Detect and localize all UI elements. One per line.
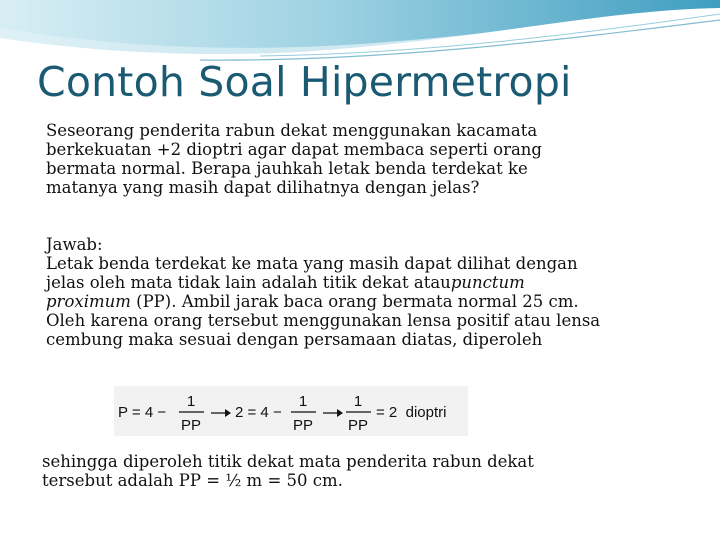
- answer-text: [46, 235, 686, 349]
- answer-line: Oleh karena orang tersebut menggunakan lensa positif atau lensa: [46, 311, 601, 330]
- fraction-numerator: 1: [186, 393, 196, 410]
- conclusion-line: tersebut adalah PP = ½ m = 50 cm.: [42, 471, 343, 490]
- answer-label: Jawab:: [46, 235, 103, 254]
- latin-term: proximum: [46, 292, 131, 311]
- question-text: [46, 121, 686, 197]
- latin-term: punctum: [450, 273, 525, 292]
- question-line: matanya yang masih dapat dilihatnya dengan jelas?: [46, 178, 480, 197]
- fraction-denominator: PP: [180, 417, 202, 434]
- equation-term: 2 = 4 −: [235, 404, 282, 421]
- answer-line: [46, 292, 686, 311]
- arrow-icon: [323, 409, 343, 417]
- conclusion-text: [42, 452, 682, 490]
- fraction-denominator: PP: [292, 417, 314, 434]
- equation-result: = 2 dioptri: [376, 404, 447, 421]
- equation-image: [114, 386, 468, 436]
- equation-term: P = 4 −: [118, 404, 167, 421]
- conclusion-line: sehingga diperoleh titik dekat mata penderita rabun dekat: [42, 452, 534, 471]
- question-line: Seseorang penderita rabun dekat menggunakan kacamata: [46, 121, 538, 140]
- fraction-numerator: 1: [298, 393, 308, 410]
- answer-line: cembung maka sesuai dengan persamaan diatas, diperoleh: [46, 330, 543, 349]
- question-line: berkekuatan +2 dioptri agar dapat membaca seperti orang: [46, 140, 542, 159]
- fraction-numerator: 1: [353, 393, 363, 410]
- answer-line-text: (PP). Ambil jarak baca orang bermata normal 25 cm.: [130, 292, 579, 311]
- answer-line: Letak benda terdekat ke mata yang masih dapat dilihat dengan: [46, 254, 578, 273]
- arrow-icon: [211, 409, 231, 417]
- answer-line-text: jelas oleh mata tidak lain adalah titik dekat atau: [46, 273, 451, 292]
- fraction-denominator: PP: [347, 417, 369, 434]
- answer-line: [46, 273, 686, 292]
- question-line: bermata normal. Berapa jauhkah letak benda terdekat ke: [46, 159, 528, 178]
- page-title: Contoh Soal Hipermetropi: [37, 58, 572, 106]
